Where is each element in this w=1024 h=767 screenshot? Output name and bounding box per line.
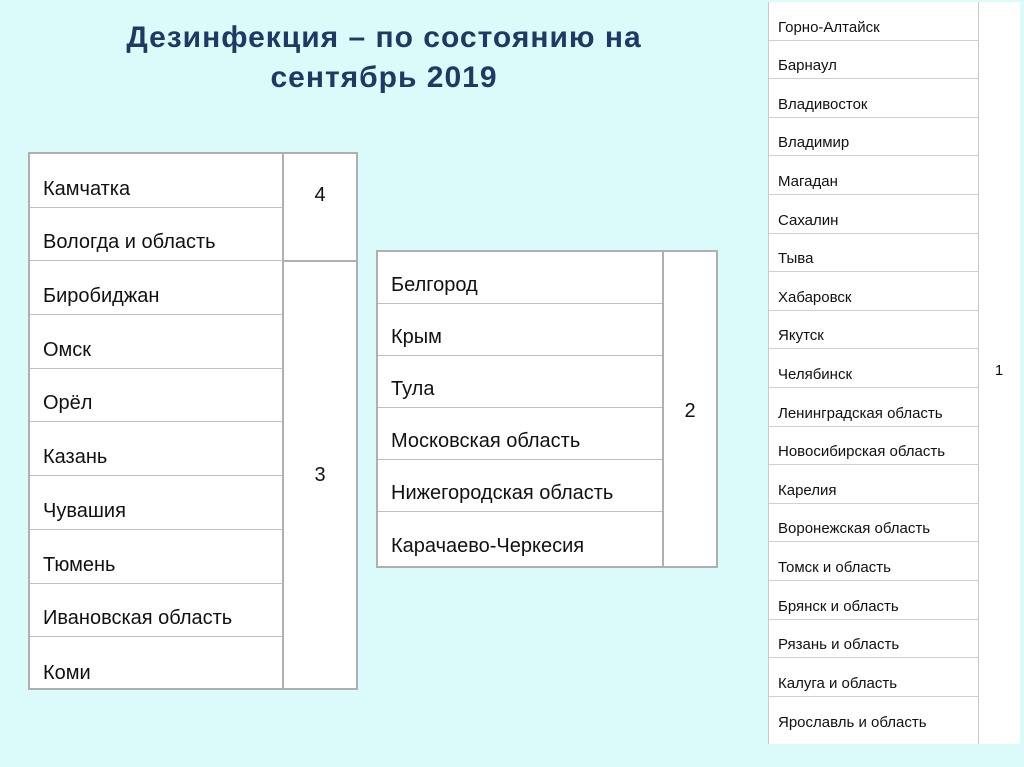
page-title <box>40 18 728 98</box>
table-group-3-4 <box>28 152 358 690</box>
table-row: Сахалин <box>768 195 978 234</box>
table-row: Томск и область <box>768 542 978 581</box>
table-row: Брянск и область <box>768 581 978 620</box>
table-row: Вологда и область <box>30 208 282 262</box>
table-row: Карелия <box>768 465 978 504</box>
table-row: Биробиджан <box>30 261 282 315</box>
group-value: 1 <box>994 362 1004 379</box>
group-divider <box>282 260 356 262</box>
table-row: Хабаровск <box>768 272 978 311</box>
table-row: Владимир <box>768 118 978 157</box>
group-value: 2 <box>684 400 696 422</box>
column-divider <box>768 2 769 744</box>
table-row: Орёл <box>30 369 282 423</box>
table-row: Ивановская область <box>30 584 282 638</box>
table-row: Казань <box>30 423 282 477</box>
table-row: Белгород <box>378 252 662 304</box>
table-row: Тула <box>378 356 662 408</box>
table-row: Челябинск <box>768 349 978 388</box>
table-row: Московская область <box>378 408 662 460</box>
table-row: Крым <box>378 304 662 356</box>
table-row: Магадан <box>768 156 978 195</box>
title-line-1: Дезинфекция – по состоянию на <box>126 21 642 54</box>
table-row: Тюмень <box>30 530 282 584</box>
table-row: Рязань и область <box>768 620 978 659</box>
table-row: Калуга и область <box>768 658 978 697</box>
table-row: Горно-Алтайск <box>768 2 978 41</box>
group-value: 3 <box>314 464 326 486</box>
table-row: Новосибирская область <box>768 427 978 466</box>
table-row: Владивосток <box>768 79 978 118</box>
table-row: Чувашия <box>30 476 282 530</box>
table-row: Якутск <box>768 311 978 350</box>
table-group-1 <box>768 2 1020 744</box>
table-row: Барнаул <box>768 41 978 80</box>
title-line-2: сентябрь 2019 <box>270 61 498 94</box>
table-group-2 <box>376 250 718 568</box>
table-row: Омск <box>30 315 282 369</box>
table-row: Карачаево-Черкесия <box>391 535 585 557</box>
group-value: 4 <box>314 184 326 206</box>
table-row: Тыва <box>768 234 978 273</box>
table-row: Ленинградская область <box>768 388 978 427</box>
column-divider <box>282 154 284 688</box>
table-row: Воронежская область <box>768 504 978 543</box>
table-row: Коми <box>43 661 91 684</box>
table-row: Ярославль и область <box>778 714 927 732</box>
table-row: Камчатка <box>30 154 282 208</box>
table-row: Нижегородская область <box>378 460 662 512</box>
